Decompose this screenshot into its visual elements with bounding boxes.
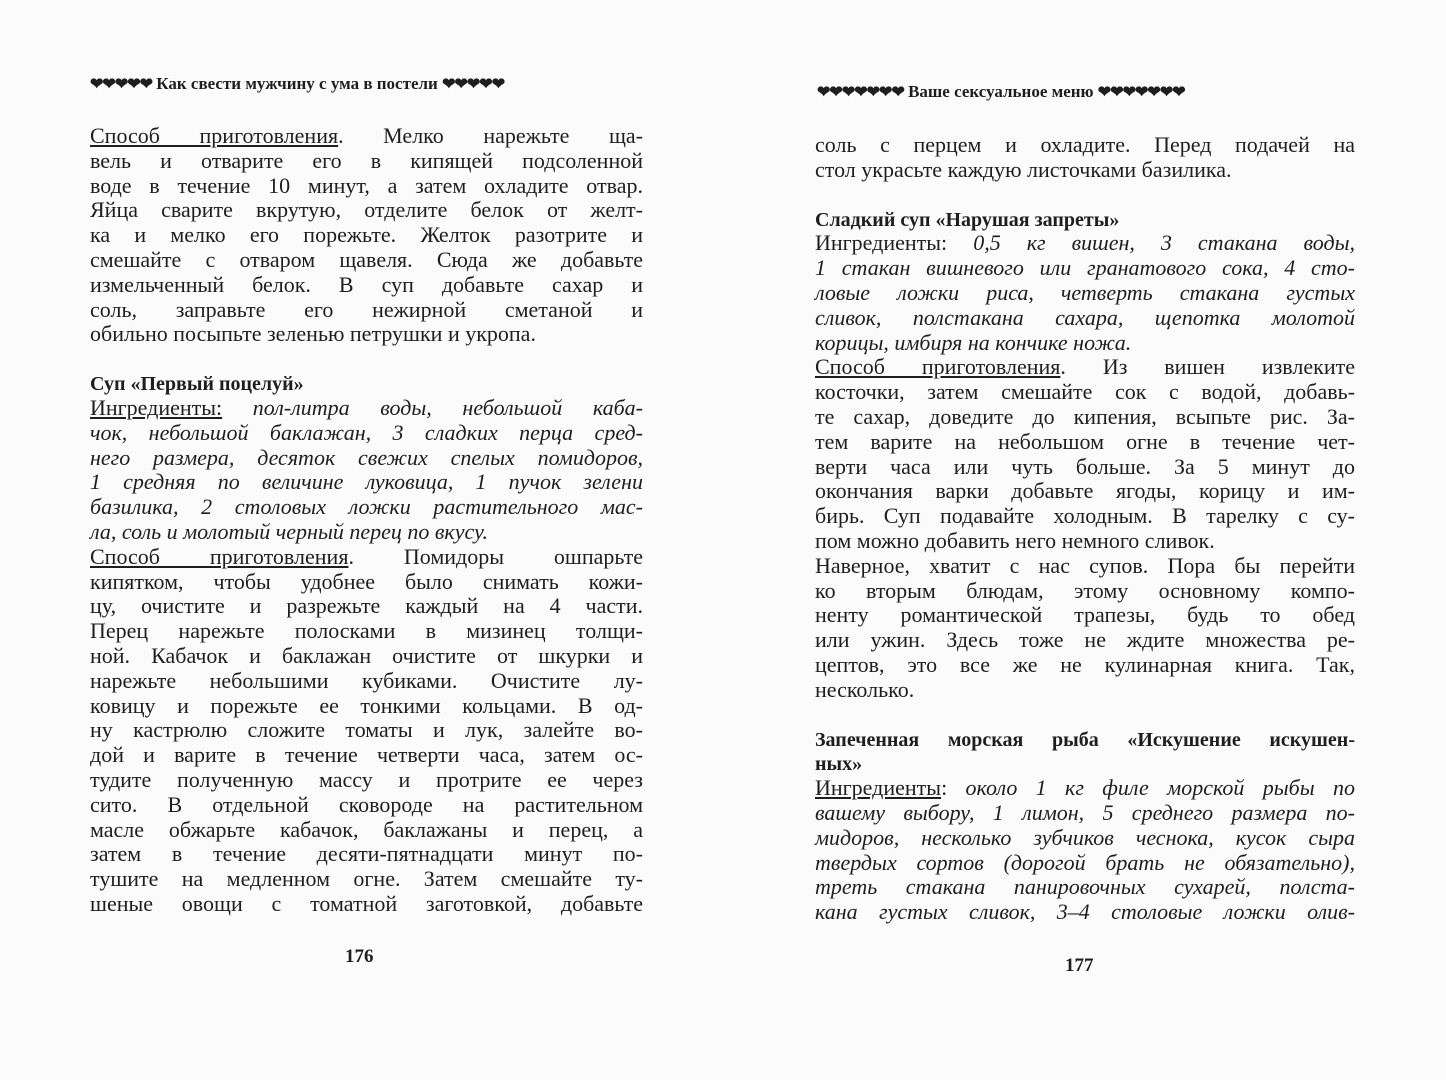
body-text: : xyxy=(941,775,948,801)
body-text: верти часа или чуть больше. За 5 минут до xyxy=(815,453,1355,479)
text-line xyxy=(815,603,1355,628)
page-number: 176 xyxy=(345,946,374,967)
body-text: дой и варите в течение четверти часа, затем ос- xyxy=(90,742,643,768)
blank-line xyxy=(815,703,1355,727)
running-header xyxy=(90,74,504,94)
text-line xyxy=(90,818,643,843)
ingredients-text: кана густых сливок, 3–4 столовые ложки олив- xyxy=(815,899,1355,925)
body-text: . Из вишен извлеките xyxy=(1060,354,1355,380)
ingredients-text: чок, небольшой баклажан, 3 сладких перца сред- xyxy=(90,419,643,445)
text-line xyxy=(815,479,1355,504)
body-text: кипятком, чтобы удобнее было снимать кожи- xyxy=(90,568,643,594)
text-line xyxy=(90,644,643,669)
body-text: ненту романтической трапезы, будь то обед xyxy=(815,602,1355,628)
text-line xyxy=(815,801,1355,826)
text-line xyxy=(815,231,1355,256)
text-line xyxy=(90,694,643,719)
body-text: несколько. xyxy=(815,676,915,702)
body-text: сито. В отдельной сковороде на растительном xyxy=(90,791,643,817)
body-text: тудите полученную массу и протрите ее через xyxy=(90,766,643,792)
text-line xyxy=(815,529,1355,554)
text-line xyxy=(90,198,643,223)
text-line xyxy=(90,470,643,495)
ingredients-text: 1 средняя по величине луковица, 1 пучок зелени xyxy=(90,469,643,495)
text-line xyxy=(90,421,643,446)
ingredients-text: треть стакана панировочных сухарей, полста- xyxy=(815,874,1355,900)
text-line xyxy=(815,875,1355,900)
text-line xyxy=(815,653,1355,678)
text-line xyxy=(815,331,1355,356)
hearts-ornament: ❤❤❤❤❤ xyxy=(442,76,505,93)
recipe-heading: Суп «Первый поцелуй» xyxy=(90,373,304,396)
body-text: . Помидоры ошпарьте xyxy=(348,543,643,569)
body-text: соль, заправьте его нежирной сметаной и xyxy=(90,296,643,322)
body-text: или ужин. Здесь тоже не ждите множества ре- xyxy=(815,627,1355,653)
section-label: Способ приготовления xyxy=(90,123,339,148)
text-line xyxy=(815,628,1355,653)
text-line xyxy=(815,430,1355,455)
text-line xyxy=(90,669,643,694)
ingredients-text: около 1 кг филе морской рыбы по xyxy=(947,775,1355,801)
body-text: ной. Кабачок и баклажан очистите от шкурки и xyxy=(90,642,643,668)
body-text: . Мелко нарежьте ща- xyxy=(338,123,643,148)
running-header xyxy=(817,82,1185,102)
section-label: Способ приготовления xyxy=(90,543,349,569)
running-header-title: Ваше сексуальное меню xyxy=(908,82,1094,101)
body-text: ка и мелко его порежьте. Желток разотрите и xyxy=(90,222,643,248)
text-line xyxy=(90,570,643,595)
ingredients-text: него размера, десяток свежих спелых помидоров, xyxy=(90,444,643,470)
text-line xyxy=(90,396,643,421)
text-line xyxy=(815,851,1355,876)
ingredients-text: вашему выбору, 1 лимон, 5 среднего размера по- xyxy=(815,799,1355,825)
body-text: смешайте с отваром щавеля. Сюда же добавьте xyxy=(90,246,643,272)
section-label: Ингредиенты xyxy=(815,775,942,801)
ingredients-text: твердых сортов (дорогой брать не обязательно), xyxy=(815,849,1355,875)
text-line xyxy=(815,727,1355,752)
text-line xyxy=(90,371,643,396)
running-header-title: Как свести мужчину с ума в постели xyxy=(156,74,438,93)
text-line xyxy=(90,124,643,149)
text-line xyxy=(815,678,1355,703)
text-line xyxy=(815,751,1355,776)
body-text: шеные овощи с томатной заготовкой, добавьте xyxy=(90,890,643,916)
text-line xyxy=(815,579,1355,604)
text-line xyxy=(90,298,643,323)
hearts-ornament: ❤❤❤❤❤ xyxy=(90,76,153,93)
body-text: Перец нарежьте полосками в мизинец толщи- xyxy=(90,618,643,644)
body-text: косточки, затем смешайте сок с водой, добавь- xyxy=(815,379,1355,405)
section-label: Ингредиенты: xyxy=(90,394,223,420)
text-line xyxy=(90,149,643,174)
text-line xyxy=(815,355,1355,380)
text-line xyxy=(90,743,643,768)
ingredients-text: пол-литра воды, небольшой каба- xyxy=(222,394,643,420)
ingredients-text: сливок, полстакана сахара, щепотка молотой xyxy=(815,304,1355,330)
text-line xyxy=(90,174,643,199)
text-line xyxy=(90,718,643,743)
ingredients-text: 1 стакан вишневого или гранатового сока, 4 сто- xyxy=(815,255,1355,281)
body-text: цу, очистите и разрежьте каждый на 4 части. xyxy=(90,593,643,619)
text-line xyxy=(90,273,643,298)
body-text: вель и отварите его в кипящей подсоленной xyxy=(90,147,643,173)
text-line xyxy=(90,446,643,471)
text-line xyxy=(815,900,1355,925)
text-line xyxy=(815,207,1355,232)
text-line xyxy=(815,405,1355,430)
body-text: стол украсьте каждую листочками базилика. xyxy=(815,156,1232,182)
body-text: ну кастрюлю сложите томаты и лук, залейте во- xyxy=(90,717,643,743)
ingredients-text: ловые ложки риса, четверть стакана густых xyxy=(815,279,1355,305)
text-line xyxy=(90,842,643,867)
recipe-heading: Сладкий суп «Нарушая запреты» xyxy=(815,208,1120,231)
body-text: тушите на медленном огне. Затем смешайте ту- xyxy=(90,866,643,892)
text-line xyxy=(90,793,643,818)
text-line xyxy=(90,545,643,570)
body-text: цептов, это все же не кулинарная книга. Так, xyxy=(815,651,1355,677)
page-body xyxy=(90,124,643,917)
text-line xyxy=(815,133,1355,158)
ingredients-text: ла, соль и молотый черный перец по вкусу. xyxy=(90,518,488,544)
blank-line xyxy=(815,183,1355,207)
recipe-heading: ных» xyxy=(815,753,863,776)
body-text: ковицу и порежьте ее тонкими кольцами. В од- xyxy=(90,692,643,718)
ingredients-text: корицы, имбиря на кончике ножа. xyxy=(815,329,1132,355)
text-line xyxy=(815,776,1355,801)
body-text: обильно посыпьте зеленью петрушки и укропа. xyxy=(90,321,536,347)
body-text: масле обжарьте кабачок, баклажаны и перец, а xyxy=(90,816,643,842)
body-text: измельченный белок. В суп добавьте сахар и xyxy=(90,271,643,297)
text-line xyxy=(90,520,643,545)
hearts-ornament: ❤❤❤❤❤❤❤ xyxy=(817,84,904,101)
text-line xyxy=(815,281,1355,306)
body-text: пом можно добавить него немного сливок. xyxy=(815,527,1215,553)
text-line xyxy=(815,306,1355,331)
body-text: бирь. Суп подавайте холодным. В тарелку с су- xyxy=(815,503,1355,529)
page-body xyxy=(815,133,1355,925)
body-text: Наверное, хватит с нас супов. Пора бы перейти xyxy=(815,552,1355,578)
body-text: затем в течение десяти-пятнадцати минут по- xyxy=(90,841,643,867)
text-line xyxy=(90,768,643,793)
body-text: соль с перцем и охладите. Перед подачей на xyxy=(815,132,1355,157)
text-line xyxy=(90,892,643,917)
ingredients-text: 0,5 кг вишен, 3 стакана воды, xyxy=(973,230,1355,256)
hearts-ornament: ❤❤❤❤❤❤❤ xyxy=(1097,84,1185,101)
body-text: те сахар, доведите до кипения, всыпьте рис. За- xyxy=(815,403,1355,429)
text-line xyxy=(815,380,1355,405)
body-text: окончания варки добавьте ягоды, корицу и им- xyxy=(815,478,1355,504)
body-text: Ингредиенты: xyxy=(815,230,974,256)
text-line xyxy=(815,455,1355,480)
body-text: ко вторым блюдам, этому основному компо- xyxy=(815,577,1355,603)
ingredients-text: мидоров, несколько зубчиков чеснока, кусок сыра xyxy=(815,824,1355,850)
body-text: воде в течение 10 минут, а затем охладите отвар. xyxy=(90,172,643,198)
text-line xyxy=(90,248,643,273)
text-line xyxy=(90,322,643,347)
text-line xyxy=(90,495,643,520)
text-line xyxy=(90,223,643,248)
page-number: 177 xyxy=(1065,955,1094,976)
body-text: нарежьте небольшими кубиками. Очистите лу- xyxy=(90,667,643,693)
blank-line xyxy=(90,347,643,371)
text-line xyxy=(815,554,1355,579)
body-text: Яйца сварите вкрутую, отделите белок от желт- xyxy=(90,197,643,223)
recipe-heading: Запеченная морская рыба «Искушение искушен- xyxy=(815,728,1355,751)
text-line xyxy=(815,504,1355,529)
section-label: Способ приготовления xyxy=(815,354,1061,380)
text-line xyxy=(815,158,1355,183)
text-line xyxy=(90,867,643,892)
text-line xyxy=(815,826,1355,851)
text-line xyxy=(815,256,1355,281)
body-text: тем варите на небольшом огне в течение чет- xyxy=(815,428,1355,454)
text-line xyxy=(90,619,643,644)
text-line xyxy=(90,594,643,619)
ingredients-text: базилика, 2 столовых ложки растительного мас- xyxy=(90,494,643,520)
